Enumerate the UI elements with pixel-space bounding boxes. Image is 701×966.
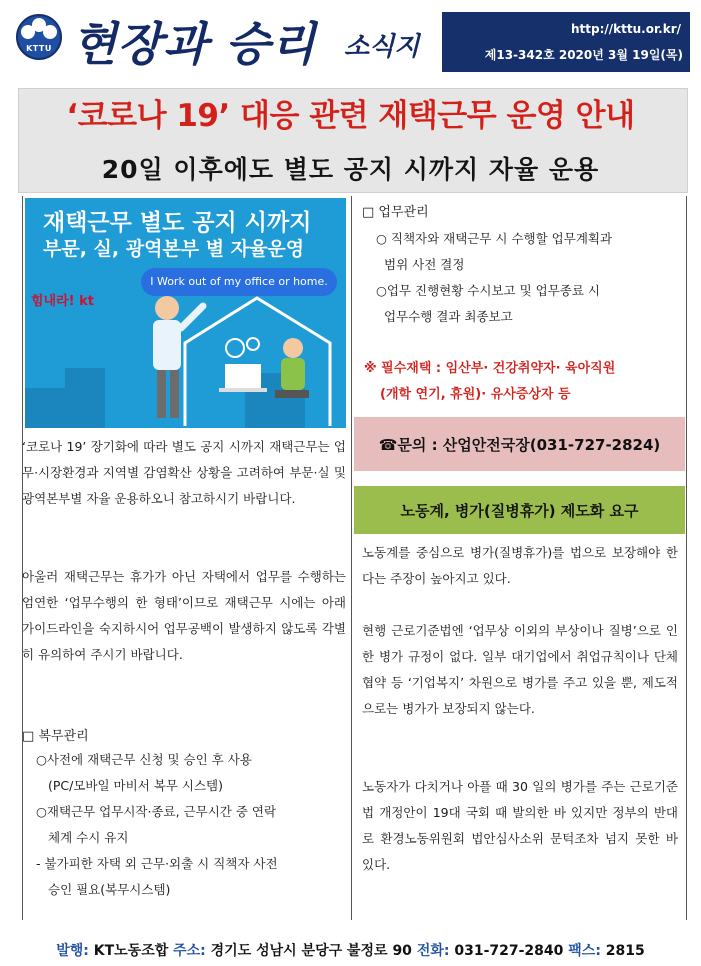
headline-subtitle: 20일 이후에도 별도 공지 시까지 자율 운용 — [101, 155, 600, 184]
work-management-title: □ 업무관리 — [362, 205, 429, 220]
newsletter-subtitle: 소식지 — [344, 32, 420, 62]
left-paragraph-2: 아울러 재택근무는 휴가가 아닌 자택에서 업무를 수행하는 엄연한 ‘업무수행의 한 형태’이므로 재택근무 시에는 아래 가이드라인을 숙지하시어 업무공백이 발생하지 않도록 각별히 유의하여 주시기 바랍니다. — [22, 569, 346, 662]
phone-label: 전화: — [416, 943, 450, 959]
article-title: 노동계, 병가(질병휴가) 제도화 요구 — [400, 501, 639, 520]
footer — [0, 940, 701, 960]
publisher: KT노동조합 — [93, 943, 169, 959]
illustration-speech: I Work out of my office or home. — [141, 268, 337, 296]
illustration-line2: 부문, 실, 광역본부 별 자율운영 — [43, 238, 305, 260]
headline-title: ‘코로나 19’ 대응 관련 재택근무 운영 안내 — [66, 98, 635, 134]
article-title-box — [354, 486, 685, 534]
list-item: 체계 수시 유지 — [48, 830, 129, 845]
required-remote-note-2: (개학 연기, 휴원)· 유사증상자 등 — [380, 387, 571, 402]
fax-label: 팩스: — [568, 943, 601, 959]
fax: 2815 — [605, 943, 645, 959]
illustration-brand: 힘내라! kt — [31, 294, 94, 309]
contact-text: ☎문의 : 산업안전국장(031-727-2824) — [378, 435, 661, 454]
newsletter-title: 현장과 승리 — [72, 17, 317, 71]
article-paragraph-3: 노동자가 다치거나 아플 때 30 일의 병가를 주는 근로기준법 개정안이 19대 국회 때 발의한 바 있지만 정부의 반대로 환경노동위원회 법안심사소위 문턱조차 넘지 못한 바 있다. — [362, 779, 678, 872]
required-remote-note-1: ※ 필수재택 : 임산부· 건강취약자· 육아직원 — [364, 361, 616, 376]
right-border — [686, 196, 687, 920]
contact-box — [354, 417, 685, 471]
kttu-logo — [16, 14, 62, 60]
article-paragraph-2: 현행 근로기준법엔 ‘업무상 이외의 부상이나 질병’으로 인한 병가 규정이 없다. 일부 대기업에서 취업규칙이나 단체협약 등 ‘기업복지’ 차원으로 병가를 주고 있을 뿐, 제도적으로는 병가가 보장되지 않는다. — [362, 623, 678, 716]
issue-info: 제13-342호 2020년 3월 19일(목) — [484, 48, 683, 62]
remote-work-illustration — [25, 198, 346, 428]
duty-management-title: □ 복무관리 — [22, 729, 89, 744]
article-paragraph-1: 노동계를 중심으로 병가(질병휴가)를 법으로 보장해야 한다는 주장이 높아지고 있다. — [362, 545, 678, 586]
list-item: ○ 직책자와 재택근무 시 수행할 업무계획과 — [376, 231, 613, 246]
address-label: 주소: — [173, 943, 206, 959]
website-url[interactable]: http://kttu.or.kr/ — [570, 22, 681, 36]
logo-text: KTTU — [26, 44, 52, 53]
list-item: 승인 필요(복무시스템) — [48, 882, 171, 897]
list-item: ○재택근무 업무시작·종료, 근무시간 중 연락 — [36, 804, 277, 819]
publisher-label: 발행: — [56, 943, 89, 959]
illustration-line1: 재택근무 별도 공지 시까지 — [43, 210, 312, 236]
left-border — [22, 196, 23, 920]
list-item: 업무수행 결과 최종보고 — [384, 309, 513, 324]
phone: 031-727-2840 — [454, 943, 564, 959]
list-item: - 불가피한 자택 외 근무·외출 시 직책자 사전 — [36, 856, 278, 871]
list-item: (PC/모바일 마비서 복무 시스템) — [48, 778, 223, 793]
list-item: 범위 사전 결정 — [384, 257, 465, 272]
left-paragraph-1: ‘코로나 19’ 장기화에 따라 별도 공지 시까지 재택근무는 업무·시장환경과 지역별 감염확산 상황을 고려하여 부문·실 및 광역본부별 자율 운용하오니 참고하시기 바랍니다. — [22, 439, 346, 506]
column-divider — [351, 196, 352, 920]
address: 경기도 성남시 분당구 불정로 90 — [210, 943, 412, 959]
list-item: ○사전에 재택근무 신청 및 승인 후 사용 — [36, 752, 252, 767]
list-item: ○업무 진행현황 수시보고 및 업무종료 시 — [376, 283, 600, 298]
